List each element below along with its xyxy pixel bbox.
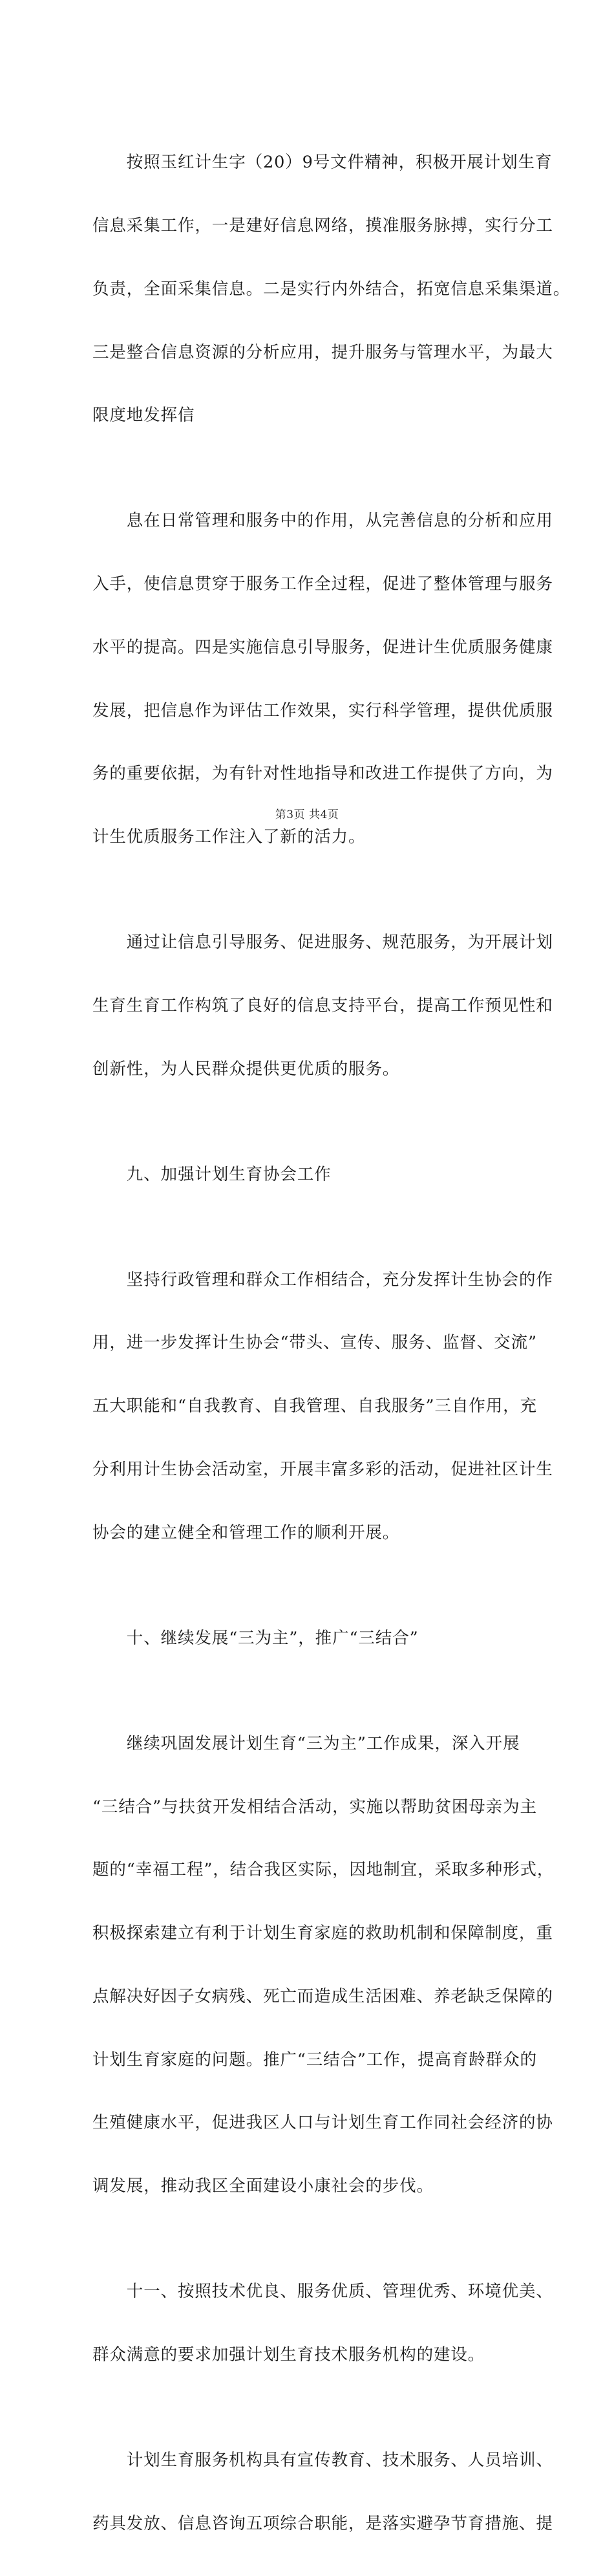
text-line: 生育生育工作构筑了良好的信息支持平台，提高工作预见性和 <box>92 995 553 1015</box>
paragraph-three-combinations <box>92 1691 555 2239</box>
text-line: 限度地发挥信 <box>92 406 195 426</box>
text-line: 五大职能和“自我教育、自我管理、自我服务”三自作用，充 <box>92 1396 537 1416</box>
text-line: 计划生育家庭的问题。推广“三结合”工作，提高育龄群众的 <box>92 2050 537 2070</box>
text-line: 入手，使信息贯穿于服务工作全过程，促进了整体管理与服务 <box>92 574 553 594</box>
text-line: 计划生育服务机构具有宣传教育、技术服务、人员培训、 <box>92 2450 553 2470</box>
paragraph-info-role <box>92 468 553 890</box>
heading-line: 十一、按照技术优良、服务优质、管理优秀、环境优美、 <box>92 2282 553 2302</box>
text-line: 息在日常管理和服务中的作用，从完善信息的分析和应用 <box>92 511 553 531</box>
section-heading-ten <box>92 1586 542 1691</box>
text-line: 坚持行政管理和群众工作相结合，充分发挥计生协会的作 <box>92 1270 553 1290</box>
paragraph-info-collection <box>92 110 571 468</box>
section-heading-eleven <box>92 2239 553 2408</box>
text-line: 药具发放、信息咨询五项综合职能，是落实避孕节育措施、提 <box>92 2513 553 2533</box>
page-footer <box>0 805 614 821</box>
section-heading-nine <box>92 1122 542 1228</box>
text-line: 积极探索建立有利于计划生育家庭的救助机制和保障制度，重 <box>92 1923 553 1943</box>
document-body <box>92 110 571 2576</box>
heading-line: 群众满意的要求加强计划生育技术服务机构的建设。 <box>92 2344 485 2365</box>
text-line: 生殖健康水平，促进我区人口与计划生育工作同社会经济的协 <box>92 2113 553 2133</box>
text-line: 分利用计生协会活动室，开展丰富多彩的活动，促进社区计生 <box>92 1460 553 1479</box>
text-line: 务的重要依据，为有针对性地指导和改进工作提供了方向，为 <box>92 764 553 784</box>
text-line: 调发展，推动我区全面建设小康社会的步伐。 <box>92 2176 434 2196</box>
text-line: 协会的建立健全和管理工作的顺利开展。 <box>92 1522 400 1542</box>
text-line: “三结合”与扶贫开发相结合活动，实施以帮助贫困母亲为主 <box>92 1797 537 1817</box>
text-line: 计生优质服务工作注入了新的活力。 <box>92 827 366 847</box>
text-line: 信息采集工作，一是建好信息网络，摸准服务脉搏，实行分工 <box>92 215 553 235</box>
heading-line: 十、继续发展“三为主”，推广“三结合” <box>92 1628 419 1648</box>
text-line: 创新性，为人民群众提供更优质的服务。 <box>92 1059 400 1079</box>
text-line: 水平的提高。四是实施信息引导服务，促进计生优质服务健康 <box>92 637 553 657</box>
paragraph-association <box>92 1227 553 1585</box>
text-line: 用，进一步发挥计生协会“带头、宣传、服务、监督、交流” <box>92 1333 537 1353</box>
heading-line: 九、加强计划生育协会工作 <box>92 1164 332 1184</box>
text-line: 负责，全面采集信息。二是实行内外结合，拓宽信息采集渠道。 <box>92 279 571 299</box>
text-line: 点解决好因子女病残、死亡而造成生活困难、养老缺乏保障的 <box>92 1986 553 2006</box>
text-line: 题的“幸福工程”，结合我区实际，因地制宜，采取多种形式， <box>92 1860 555 1880</box>
paragraph-info-guidance <box>92 890 553 1122</box>
paragraph-service-agency <box>92 2408 553 2576</box>
text-line: 通过让信息引导服务、促进服务、规范服务，为开展计划 <box>92 933 553 953</box>
text-line: 继续巩固发展计划生育“三为主”工作成果，深入开展 <box>92 1733 520 1753</box>
text-line: 发展，把信息作为评估工作效果，实行科学管理，提供优质服 <box>92 700 553 720</box>
text-line: 三是整合信息资源的分析应用，提升服务与管理水平，为最大 <box>92 342 553 362</box>
page-number: 第3页 共4页 <box>275 808 339 821</box>
text-line: 按照玉红计生字（20）9号文件精神，积极开展计划生育 <box>92 153 553 173</box>
